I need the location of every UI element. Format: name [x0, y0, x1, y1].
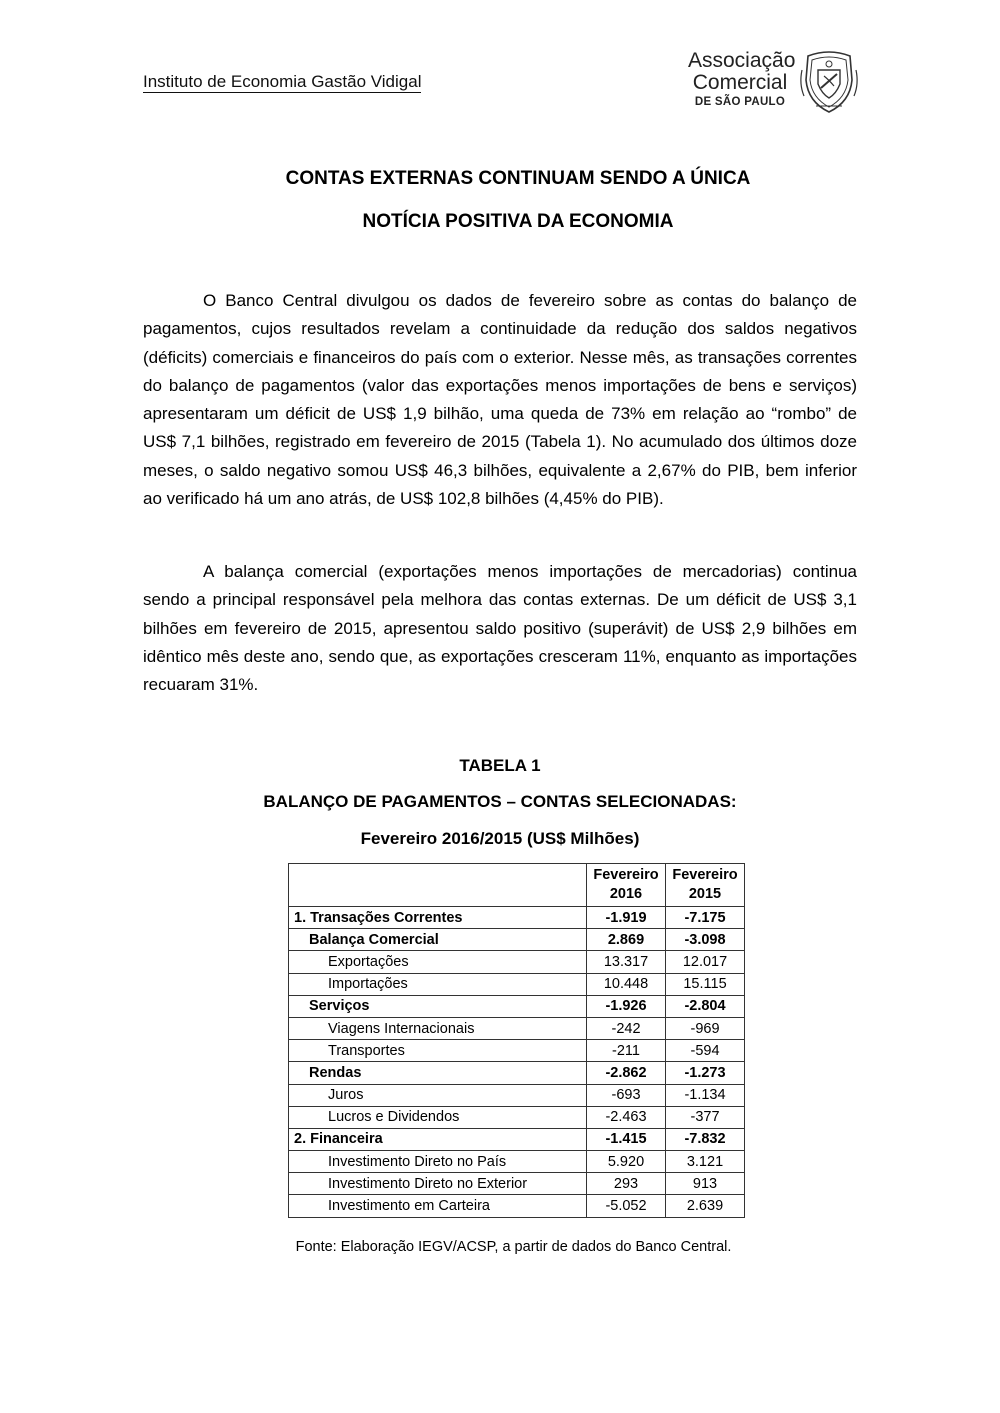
- table-row: Serviços -1.926 -2.804: [289, 995, 745, 1017]
- table-row: 2. Financeira -1.415 -7.832: [289, 1128, 745, 1150]
- logo-line-3: DE SÃO PAULO: [694, 96, 786, 108]
- paragraph-1: O Banco Central divulgou os dados de fevereiro sobre as contas do balanço de pagamentos, cujos resultados revelam a continuidade da redução dos saldos negativos (déficits) comerciais e financeiros do país com o exterior. Nesse mês, as transações correntes do balanço de pagamentos (valor das exportações menos importações de bens e serviços) apresentaram um déficit de US$ 1,9 bilhão, uma queda de 73% em relação ao “rombo” de US$ 7,1 bilhões, registrado em fevereiro de 2015 (Tabela 1). No acumulado dos últimos doze meses, o saldo negativo somou US$ 46,3 bilhões, equivalente a 2,67% do PIB, bem inferior ao verificado há um ano atrás, de US$ 102,8 bilhões (4,45% do PIB).: [143, 291, 857, 509]
- logo-line-2: Comercial: [692, 71, 788, 94]
- acsp-seal-icon: [796, 50, 862, 116]
- paragraph-2: A balança comercial (exportações menos importações de mercadorias) continua sendo a principal responsável pela melhora das contas externas. De um déficit de US$ 3,1 bilhões em fevereiro de 2015, apresentou saldo positivo (superávit) de US$ 2,9 bilhões em idêntico mês deste ano, sendo que, as exportações cresceram 11%, enquanto as importações recuaram 31%.: [143, 562, 857, 695]
- table-caption-subtitle: Fevereiro 2016/2015 (US$ Milhões): [360, 829, 640, 848]
- table-header-2016: Fevereiro 2016: [587, 864, 666, 907]
- page-title-line-2: NOTÍCIA POSITIVA DA ECONOMIA: [362, 211, 674, 232]
- table-row: Investimento Direto no Exterior 293 913: [289, 1173, 745, 1195]
- table-source-note: Fonte: Elaboração IEGV/ACSP, a partir de dados do Banco Central.: [295, 1239, 732, 1255]
- table-header-row: [289, 864, 745, 907]
- table-row: Investimento Direto no País 5.920 3.121: [289, 1151, 745, 1173]
- table-header-label: [289, 864, 587, 907]
- table-row: Balança Comercial 2.869 -3.098: [289, 929, 745, 951]
- table-row: Investimento em Carteira -5.052 2.639: [289, 1195, 745, 1217]
- table-caption-title: BALANÇO DE PAGAMENTOS – CONTAS SELECIONADAS:: [263, 792, 737, 811]
- table-header-2015: Fevereiro 2015: [666, 864, 745, 907]
- balance-of-payments-table: [288, 863, 745, 1218]
- institute-name: Instituto de Economia Gastão Vidigal: [143, 72, 422, 91]
- table-caption-number: TABELA 1: [459, 756, 541, 775]
- table-row: Viagens Internacionais -242 -969: [289, 1017, 745, 1039]
- table-row: 1. Transações Correntes -1.919 -7.175: [289, 907, 745, 929]
- table-row: Rendas -2.862 -1.273: [289, 1062, 745, 1084]
- logo-line-1: Associação: [688, 49, 796, 72]
- table-row: Importações 10.448 15.115: [289, 973, 745, 995]
- table-row: Exportações 13.317 12.017: [289, 951, 745, 973]
- table-row: Lucros e Dividendos -2.463 -377: [289, 1106, 745, 1128]
- page-title-line-1: CONTAS EXTERNAS CONTINUAM SENDO A ÚNICA: [285, 168, 751, 189]
- table-row: Juros -693 -1.134: [289, 1084, 745, 1106]
- acsp-logo: [688, 50, 868, 116]
- table-row: Transportes -211 -594: [289, 1040, 745, 1062]
